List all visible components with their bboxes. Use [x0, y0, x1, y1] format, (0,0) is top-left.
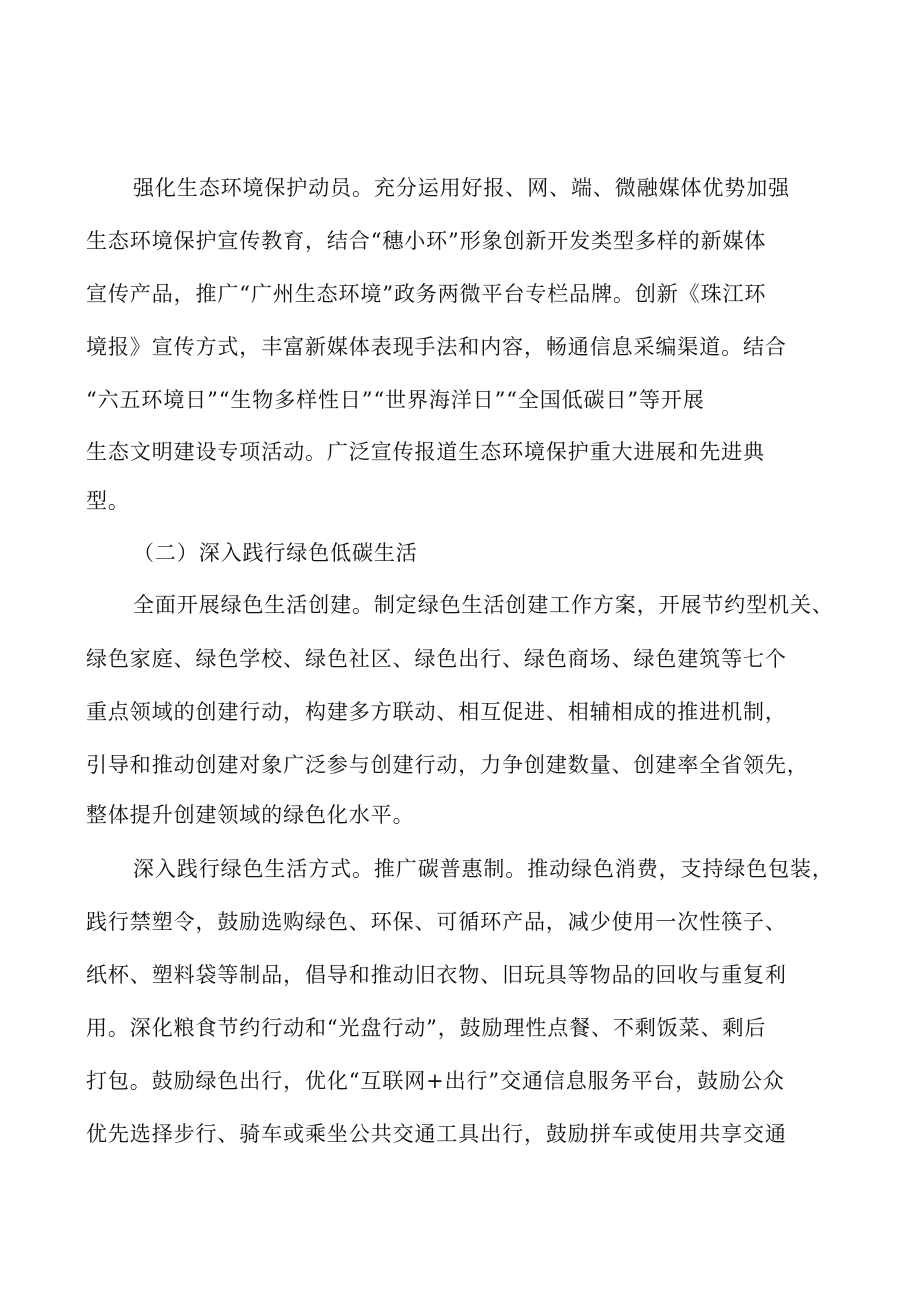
paragraph-3-line-1: 深入践行绿色生活方式。推广碳普惠制。推动绿色消费，支持绿色包装，	[133, 857, 834, 881]
paragraph-2-line-4: 引导和推动创建对象广泛参与创建行动，力争创建数量、创建率全省领先，	[86, 753, 809, 777]
paragraph-3-line-4: 用。深化粮食节约行动和“光盘行动”，鼓励理性点餐、不剩饭菜、剩后	[86, 1016, 767, 1040]
section-heading: （二）深入践行绿色低碳生活	[133, 541, 418, 565]
paragraph-1-line-3: 宣传产品，推广“广州生态环境”政务两微平台专栏品牌。创新《珠江环	[86, 282, 767, 306]
paragraph-2-line-3: 重点领域的创建行动，构建多方联动、相互促进、相辅相成的推进机制，	[86, 700, 787, 724]
paragraph-3-line-3: 纸杯、塑料袋等制品，倡导和推动旧衣物、旧玩具等物品的回收与重复利	[86, 963, 787, 987]
paragraph-3-line-6: 优先选择步行、骑车或乘坐公共交通工具出行，鼓励拼车或使用共享交通	[86, 1122, 787, 1146]
paragraph-1-line-7: 型。	[86, 489, 130, 513]
paragraph-1-line-5: “六五环境日”“生物多样性日”“世界海洋日”“全国低碳日”等开展	[86, 388, 705, 412]
paragraph-3-line-2: 践行禁塑令，鼓励选购绿色、环保、可循环产品，减少使用一次性筷子、	[86, 910, 787, 934]
paragraph-1-line-4: 境报》宣传方式，丰富新媒体表现手法和内容，畅通信息采编渠道。结合	[86, 335, 787, 359]
paragraph-3-line-5: 打包。鼓励绿色出行，优化“互联网+出行”交通信息服务平台，鼓励公众	[86, 1069, 785, 1093]
paragraph-2-line-5: 整体提升创建领域的绿色化水平。	[86, 803, 415, 827]
paragraph-1-line-1: 强化生态环境保护动员。充分运用好报、网、端、微融媒体优势加强	[133, 176, 790, 200]
paragraph-1-line-2: 生态环境保护宣传教育，结合“穗小环”形象创新开发类型多样的新媒体	[86, 229, 767, 253]
paragraph-2-line-1: 全面开展绿色生活创建。制定绿色生活创建工作方案，开展节约型机关、	[133, 593, 834, 617]
paragraph-2-line-2: 绿色家庭、绿色学校、绿色社区、绿色出行、绿色商场、绿色建筑等七个	[86, 647, 787, 671]
paragraph-1-line-6: 生态文明建设专项活动。广泛宣传报道生态环境保护重大进展和先进典	[86, 440, 765, 464]
